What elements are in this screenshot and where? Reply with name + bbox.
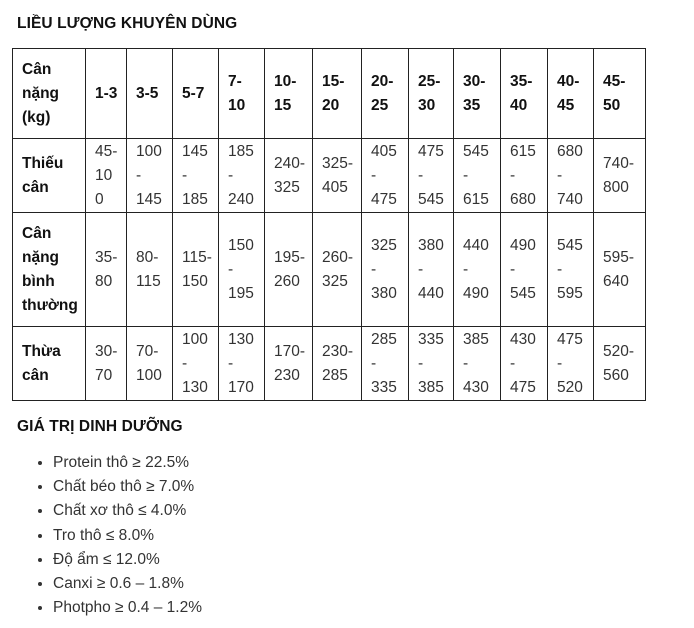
dose-line: 430- bbox=[510, 331, 536, 372]
row-label-line: bình bbox=[22, 273, 55, 290]
table-row-normal-weight bbox=[13, 213, 646, 327]
dose-cell bbox=[219, 213, 265, 327]
dose-line: 325 bbox=[322, 273, 348, 290]
weight-range-line: 40- bbox=[557, 73, 580, 90]
dose-cell bbox=[265, 139, 313, 213]
row-label-line: Thiếu bbox=[22, 155, 64, 172]
weight-range-line: 35- bbox=[510, 73, 533, 90]
list-item: • Chất xơ thô ≤ 4.0% bbox=[53, 499, 202, 523]
dose-cell bbox=[173, 213, 219, 327]
dose-line: 115 bbox=[136, 273, 161, 290]
dose-cell bbox=[127, 139, 173, 213]
weight-range-header bbox=[173, 49, 219, 139]
dose-line: 640 bbox=[603, 273, 629, 290]
list-item: • Chất béo thô ≥ 7.0% bbox=[53, 475, 202, 499]
dose-line: 35- bbox=[95, 249, 118, 266]
dose-line: 30- bbox=[95, 343, 118, 360]
dose-line: 385- bbox=[463, 331, 489, 372]
dose-line: 240- bbox=[274, 155, 306, 172]
row-label-normal-weight bbox=[13, 213, 86, 327]
dose-line: 285- bbox=[371, 331, 397, 372]
weight-header-line: Cân bbox=[22, 60, 52, 78]
weight-range-header bbox=[313, 49, 362, 139]
dose-line: 70 bbox=[95, 367, 113, 384]
dose-cell bbox=[501, 213, 548, 327]
nutrition-title: GIÁ TRỊ DINH DƯỠNG bbox=[17, 418, 183, 435]
weight-range-header bbox=[362, 49, 409, 139]
weight-range-line: 7-10 bbox=[228, 73, 246, 114]
dose-line: 680- bbox=[557, 143, 583, 184]
dose-cell bbox=[548, 139, 594, 213]
dose-line: 475 bbox=[510, 379, 536, 396]
dose-line: 335- bbox=[418, 331, 444, 372]
weight-range-line: 30 bbox=[418, 97, 436, 114]
weight-range-header bbox=[86, 49, 127, 139]
dose-line: 115- bbox=[182, 249, 212, 266]
dose-cell bbox=[313, 139, 362, 213]
dose-cell bbox=[127, 327, 173, 401]
dose-line: 230 bbox=[274, 367, 300, 384]
row-label-overweight bbox=[13, 327, 86, 401]
dose-cell bbox=[86, 213, 127, 327]
dose-line: 100 bbox=[95, 167, 113, 208]
dose-line: 100- bbox=[182, 331, 208, 372]
dose-line: 545- bbox=[557, 237, 583, 278]
dosage-table bbox=[12, 48, 646, 401]
dose-line: 430 bbox=[463, 379, 489, 396]
dose-cell bbox=[548, 213, 594, 327]
weight-header-line: (kg) bbox=[22, 108, 51, 126]
weight-range-line: 45- bbox=[603, 73, 626, 90]
dose-cell bbox=[313, 327, 362, 401]
row-label-line: Thừa bbox=[22, 343, 61, 360]
weight-range-line: 15 bbox=[274, 97, 292, 114]
row-label-underweight bbox=[13, 139, 86, 213]
dose-line: 285 bbox=[322, 367, 348, 384]
dose-line: 740 bbox=[557, 191, 583, 208]
weight-range-header bbox=[454, 49, 501, 139]
dose-line: 380- bbox=[418, 237, 444, 278]
dose-line: 490- bbox=[510, 237, 536, 278]
dose-line: 195- bbox=[274, 249, 306, 266]
weight-range-header bbox=[594, 49, 646, 139]
dose-line: 520- bbox=[603, 343, 635, 360]
dose-line: 595- bbox=[603, 249, 635, 266]
dose-line: 595 bbox=[557, 285, 583, 302]
dose-line: 80 bbox=[95, 273, 113, 290]
dose-line: 100- bbox=[136, 143, 162, 184]
dose-line: 325 bbox=[274, 179, 300, 196]
dose-line: 615- bbox=[510, 143, 536, 184]
dose-line: 70- bbox=[136, 343, 159, 360]
dose-line: 545- bbox=[463, 143, 489, 184]
weight-range-line: 3-5 bbox=[136, 85, 159, 102]
weight-range-header bbox=[219, 49, 265, 139]
dose-line: 475 bbox=[371, 191, 397, 208]
weight-range-line: 5-7 bbox=[182, 85, 205, 102]
dosage-title: LIỀU LƯỢNG KHUYÊN DÙNG bbox=[17, 15, 238, 32]
dose-line: 240 bbox=[228, 191, 254, 208]
dose-cell bbox=[173, 327, 219, 401]
dose-cell bbox=[501, 327, 548, 401]
dose-cell bbox=[313, 213, 362, 327]
dose-line: 145- bbox=[182, 143, 208, 184]
dose-cell bbox=[362, 327, 409, 401]
table-row-overweight bbox=[13, 327, 646, 401]
list-item: • Canxi ≥ 0.6 – 1.8% bbox=[53, 572, 202, 596]
dose-cell bbox=[127, 213, 173, 327]
dose-cell bbox=[219, 139, 265, 213]
dose-line: 335 bbox=[371, 379, 397, 396]
dose-cell bbox=[501, 139, 548, 213]
list-item: • Độ ẩm ≤ 12.0% bbox=[53, 548, 202, 572]
weight-range-header bbox=[127, 49, 173, 139]
dose-line: 520 bbox=[557, 379, 583, 396]
weight-range-line: 30- bbox=[463, 73, 486, 90]
dose-line: 130- bbox=[228, 331, 254, 372]
dose-cell bbox=[454, 327, 501, 401]
dose-cell bbox=[173, 139, 219, 213]
dose-line: 325- bbox=[371, 237, 397, 278]
dose-line: 615 bbox=[463, 191, 489, 208]
dose-line: 440- bbox=[463, 237, 489, 278]
weight-range-line: 35 bbox=[463, 97, 481, 114]
dose-line: 325- bbox=[322, 155, 354, 172]
weight-range-line: 20 bbox=[322, 97, 340, 114]
dose-cell bbox=[409, 139, 454, 213]
weight-range-line: 25- bbox=[418, 73, 441, 90]
dose-line: 490 bbox=[463, 285, 489, 302]
list-item: • Photpho ≥ 0.4 – 1.2% bbox=[53, 596, 202, 620]
dose-line: 475- bbox=[418, 143, 444, 184]
dose-cell bbox=[454, 213, 501, 327]
dose-cell bbox=[548, 327, 594, 401]
dose-line: 800 bbox=[603, 179, 629, 196]
dose-line: 80- bbox=[136, 249, 159, 266]
weight-range-line: 50 bbox=[603, 97, 621, 114]
dose-line: 385 bbox=[418, 379, 444, 396]
dose-cell bbox=[362, 139, 409, 213]
weight-range-line: 40 bbox=[510, 97, 528, 114]
row-label-line: nặng bbox=[22, 249, 60, 266]
table-header-row bbox=[13, 49, 646, 139]
weight-range-line: 15- bbox=[322, 73, 345, 90]
weight-range-line: 1-3 bbox=[95, 85, 118, 102]
dose-line: 405 bbox=[322, 179, 348, 196]
dose-cell bbox=[454, 139, 501, 213]
weight-range-line: 20- bbox=[371, 73, 394, 90]
weight-range-line: 45 bbox=[557, 97, 575, 114]
dose-line: 475- bbox=[557, 331, 583, 372]
dose-line: 185 bbox=[182, 191, 208, 208]
dose-cell bbox=[219, 327, 265, 401]
weight-range-header bbox=[409, 49, 454, 139]
dose-line: 560 bbox=[603, 367, 629, 384]
dose-cell bbox=[265, 213, 313, 327]
dose-line: 680 bbox=[510, 191, 536, 208]
dose-line: 170- bbox=[274, 343, 306, 360]
row-label-line: Cân bbox=[22, 225, 52, 242]
dose-cell bbox=[362, 213, 409, 327]
dose-line: 100 bbox=[136, 367, 162, 384]
weight-range-header bbox=[265, 49, 313, 139]
weight-header-cell bbox=[13, 49, 86, 139]
row-label-line: cân bbox=[22, 367, 49, 384]
dose-cell bbox=[409, 213, 454, 327]
dose-line: 45- bbox=[95, 143, 118, 160]
dose-cell bbox=[265, 327, 313, 401]
dose-line: 195 bbox=[228, 285, 254, 302]
dose-line: 170 bbox=[228, 379, 254, 396]
dose-cell bbox=[409, 327, 454, 401]
dose-cell bbox=[594, 213, 646, 327]
list-item: • Protein thô ≥ 22.5% bbox=[53, 451, 202, 475]
dose-line: 130 bbox=[182, 379, 208, 396]
dose-line: 380 bbox=[371, 285, 397, 302]
dose-cell bbox=[86, 327, 127, 401]
table-row-underweight bbox=[13, 139, 646, 213]
dose-line: 545 bbox=[418, 191, 444, 208]
dose-line: 145 bbox=[136, 191, 162, 208]
dose-cell bbox=[594, 327, 646, 401]
dose-line: 260 bbox=[274, 273, 300, 290]
row-label-line: thường bbox=[22, 297, 78, 314]
nutrition-list bbox=[0, 451, 202, 620]
dose-line: 405- bbox=[371, 143, 397, 184]
dose-cell bbox=[86, 139, 127, 213]
dose-line: 545 bbox=[510, 285, 536, 302]
dose-line: 740- bbox=[603, 155, 635, 172]
weight-range-line: 10- bbox=[274, 73, 297, 90]
weight-range-line: 25 bbox=[371, 97, 389, 114]
weight-header-line: nặng bbox=[22, 84, 60, 102]
dose-line: 185- bbox=[228, 143, 254, 184]
dose-line: 260- bbox=[322, 249, 354, 266]
dose-cell bbox=[594, 139, 646, 213]
dose-line: 230- bbox=[322, 343, 354, 360]
weight-range-header bbox=[501, 49, 548, 139]
dose-line: 150- bbox=[228, 237, 254, 278]
weight-range-header bbox=[548, 49, 594, 139]
row-label-line: cân bbox=[22, 179, 49, 196]
list-item: • Tro thô ≤ 8.0% bbox=[53, 524, 202, 548]
dose-line: 440 bbox=[418, 285, 444, 302]
dose-line: 150 bbox=[182, 273, 208, 290]
